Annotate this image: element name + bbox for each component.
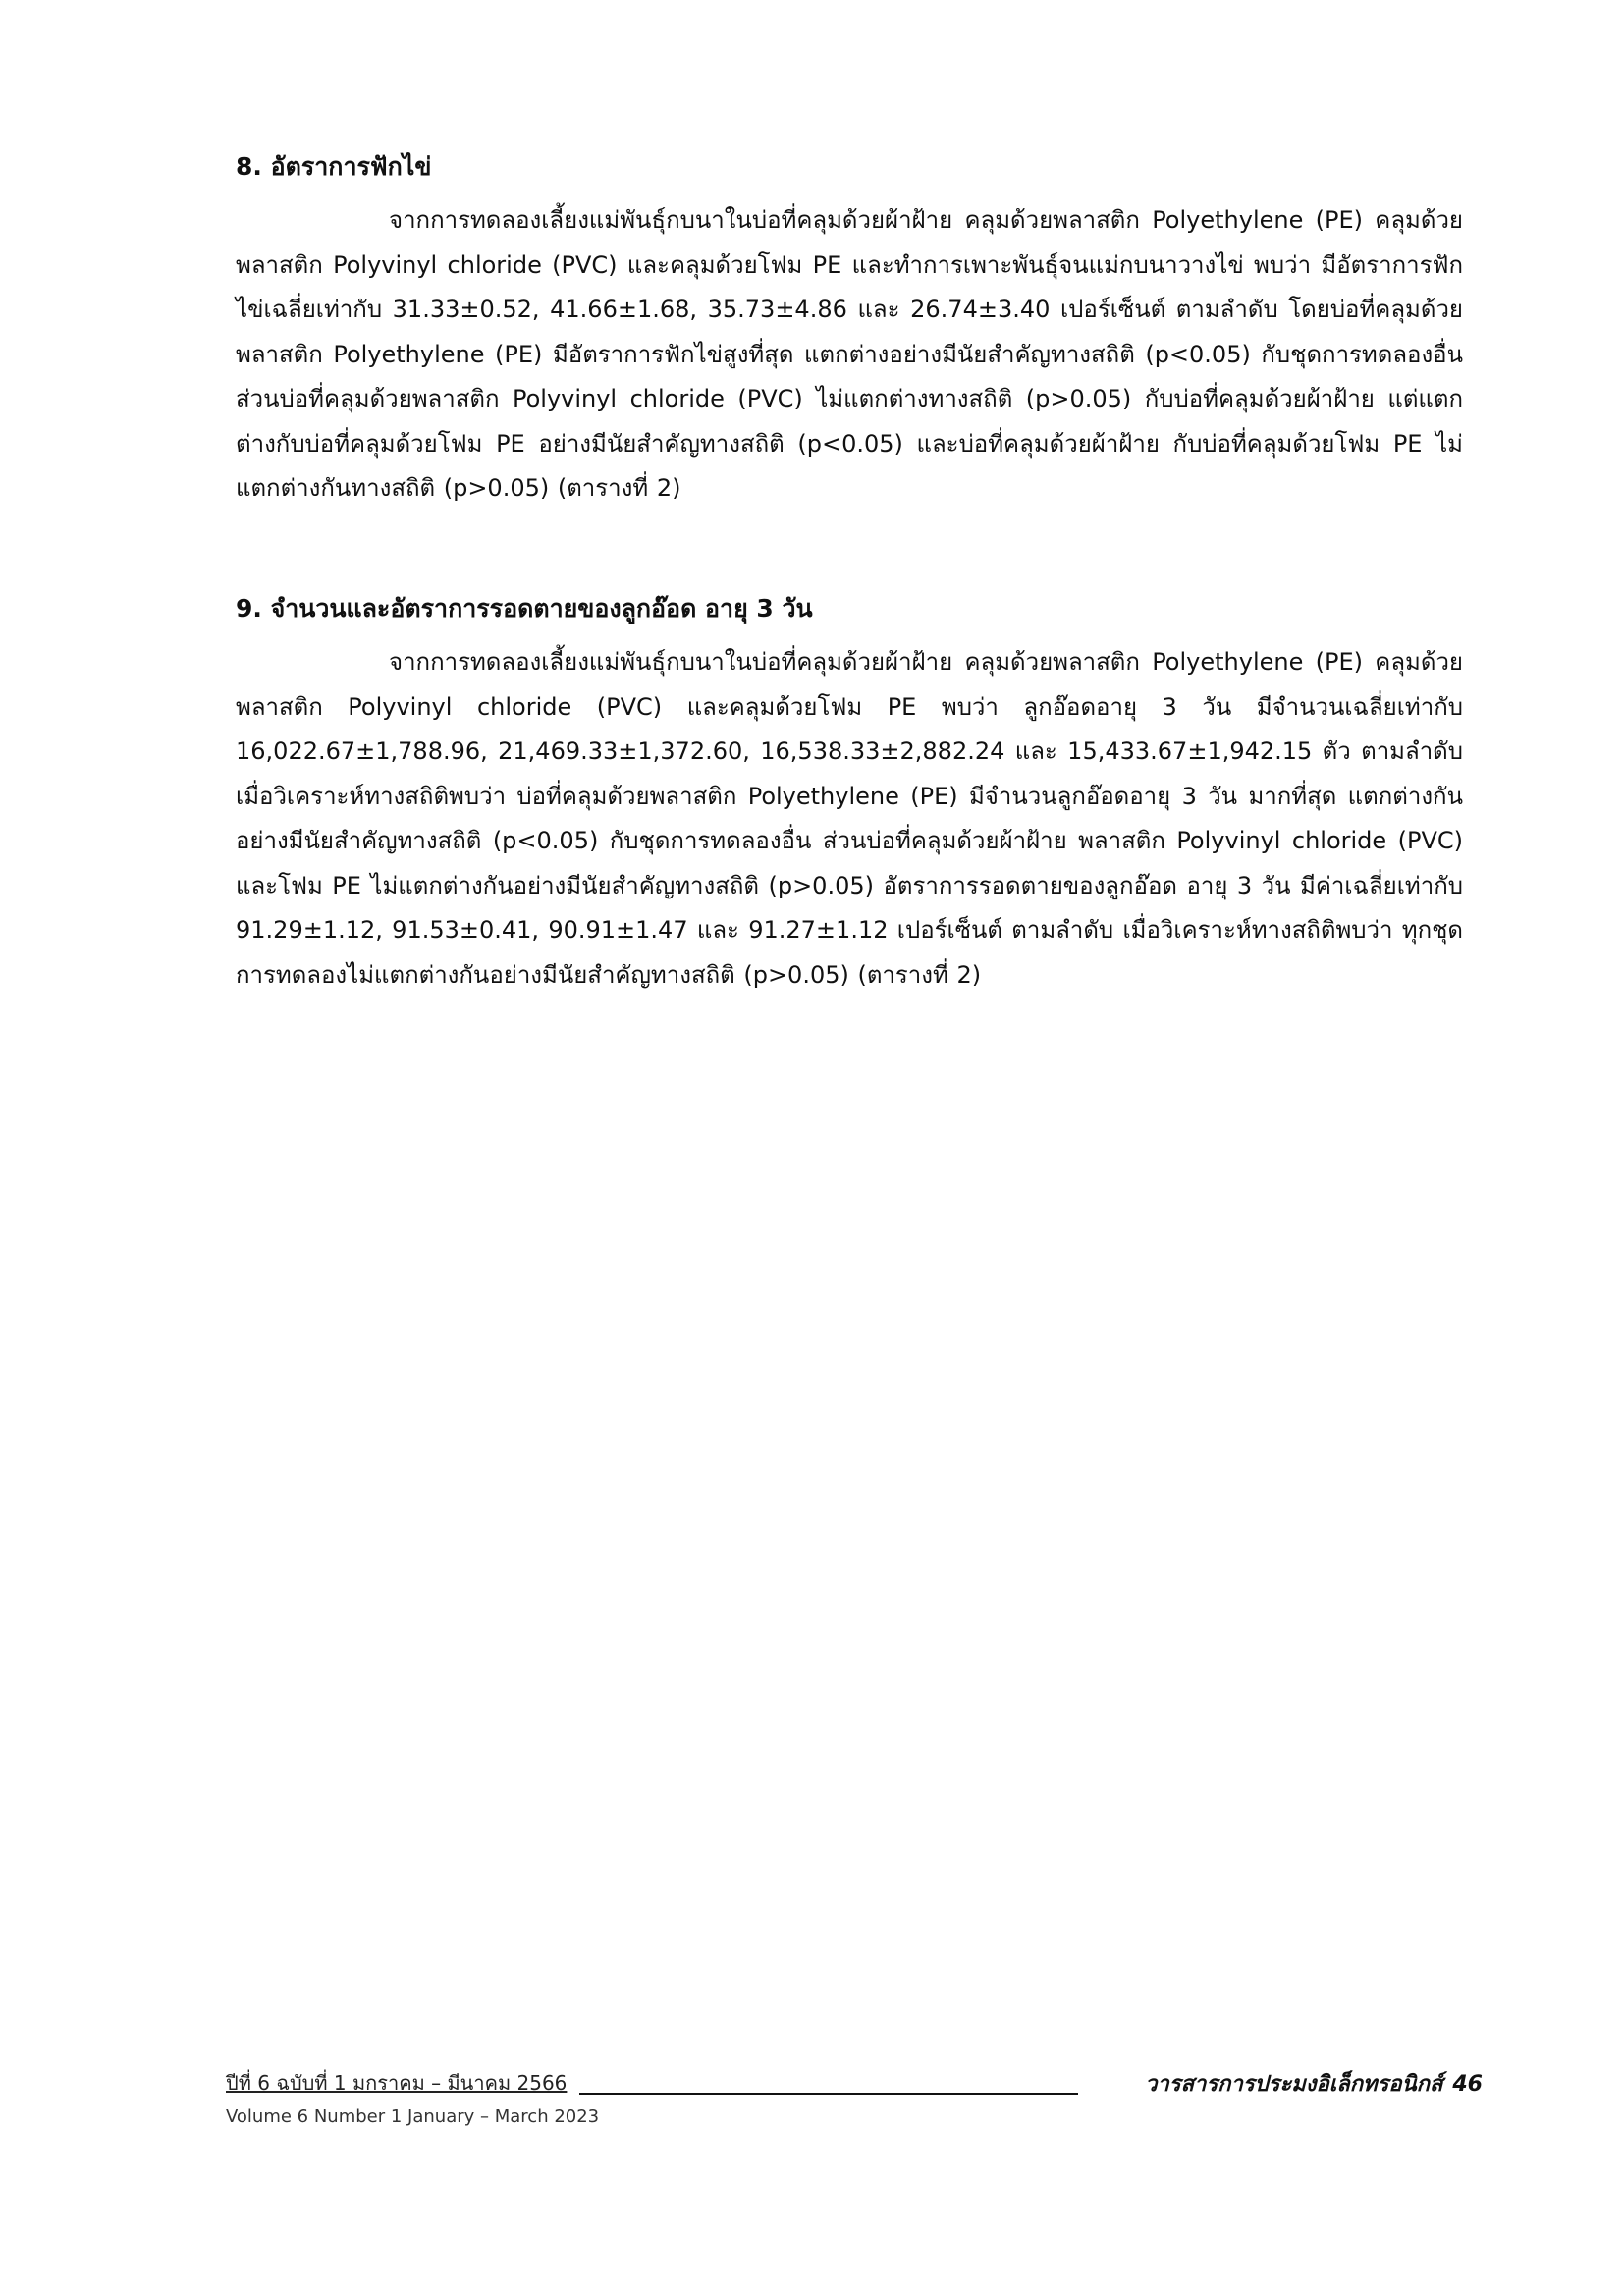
footer-page-number: 46 bbox=[1452, 2072, 1483, 2096]
footer-issue-english: Volume 6 Number 1 January – March 2023 bbox=[226, 2106, 600, 2127]
footer-issue-thai: ปีที่ 6 ฉบับที่ 1 มกราคม – มีนาคม 2566 bbox=[226, 2071, 568, 2095]
section-heading: 8. อัตราการฟักไข่ bbox=[236, 152, 432, 181]
footer-journal bbox=[1145, 2070, 1483, 2099]
footer-divider bbox=[579, 2093, 1078, 2096]
page-footer bbox=[226, 2070, 1483, 2149]
section-paragraph: จากการทดลองเลี้ยงแม่พันธุ์กบนาในบ่อที่คลุมด้วยผ้าฝ้าย คลุมด้วยพลาสติก Polyethylene (PE) คลุมด้วยพลาสติก Polyvinyl chloride (PVC) และคลุมด้วยโฟม PE และทำการเพาะพันธุ์จนแม่กบนาวางไข่ พบว่า มีอัตราการฟักไข่เฉลี่ยเท่ากับ 31.33±0.52, 41.66±1.68, 35.73±4.86 และ 26.74±3.40 เปอร์เซ็นต์ ตามลำดับ โดยบ่อที่คลุมด้วยพลาสติก Polyethylene (PE) มีอัตราการฟักไข่สูงที่สุด แตกต่างอย่างมีนัยสำคัญทางสถิติ (p<0.05) กับชุดการทดลองอื่น ส่วนบ่อที่คลุมด้วยพลาสติก Polyvinyl chloride (PVC) ไม่แตกต่างทางสถิติ (p>0.05) กับบ่อที่คลุมด้วยผ้าฝ้าย แต่แตกต่างกับบ่อที่คลุมด้วยโฟม PE อย่างมีนัยสำคัญทางสถิติ (p<0.05) และบ่อที่คลุมด้วยผ้าฝ้าย กับบ่อที่คลุมด้วยโฟม PE ไม่แตกต่างกันทางสถิติ (p>0.05) (ตารางที่ 2) bbox=[236, 206, 1463, 502]
section-paragraph: จากการทดลองเลี้ยงแม่พันธุ์กบนาในบ่อที่คลุมด้วยผ้าฝ้าย คลุมด้วยพลาสติก Polyethylene (PE) คลุมด้วยพลาสติก Polyvinyl chloride (PVC) และคลุมด้วยโฟม PE พบว่า ลูกอ๊อดอายุ 3 วัน มีจำนวนเฉลี่ยเท่ากับ 16,022.67±1,788.96, 21,469.33±1,372.60, 16,538.33±2,882.24 และ 15,433.67±1,942.15 ตัว ตามลำดับ เมื่อวิเคราะห์ทางสถิติพบว่า บ่อที่คลุมด้วยพลาสติก Polyethylene (PE) มีจำนวนลูกอ๊อดอายุ 3 วัน มากที่สุด แตกต่างกันอย่างมีนัยสำคัญทางสถิติ (p<0.05) กับชุดการทดลองอื่น ส่วนบ่อที่คลุมด้วยผ้าฝ้าย พลาสติก Polyvinyl chloride (PVC) และโฟม PE ไม่แตกต่างกันอย่างมีนัยสำคัญทางสถิติ (p>0.05) อัตราการรอดตายของลูกอ๊อด อายุ 3 วัน มีค่าเฉลี่ยเท่ากับ 91.29±1.12, 91.53±0.41, 90.91±1.47 และ 91.27±1.12 เปอร์เซ็นต์ ตามลำดับ เมื่อวิเคราะห์ทางสถิติพบว่า ทุกชุดการทดลองไม่แตกต่างกันอย่างมีนัยสำคัญทางสถิติ (p>0.05) (ตารางที่ 2) bbox=[236, 648, 1463, 989]
footer-journal-name: วารสารการประมงอิเล็กทรอนิกส์ bbox=[1145, 2072, 1443, 2096]
section-tadpole-survival bbox=[236, 589, 1463, 998]
section-heading: 9. จำนวนและอัตราการรอดตายของลูกอ๊อด อายุ 3 วัน bbox=[236, 594, 813, 623]
section-hatching-rate bbox=[236, 147, 1463, 512]
